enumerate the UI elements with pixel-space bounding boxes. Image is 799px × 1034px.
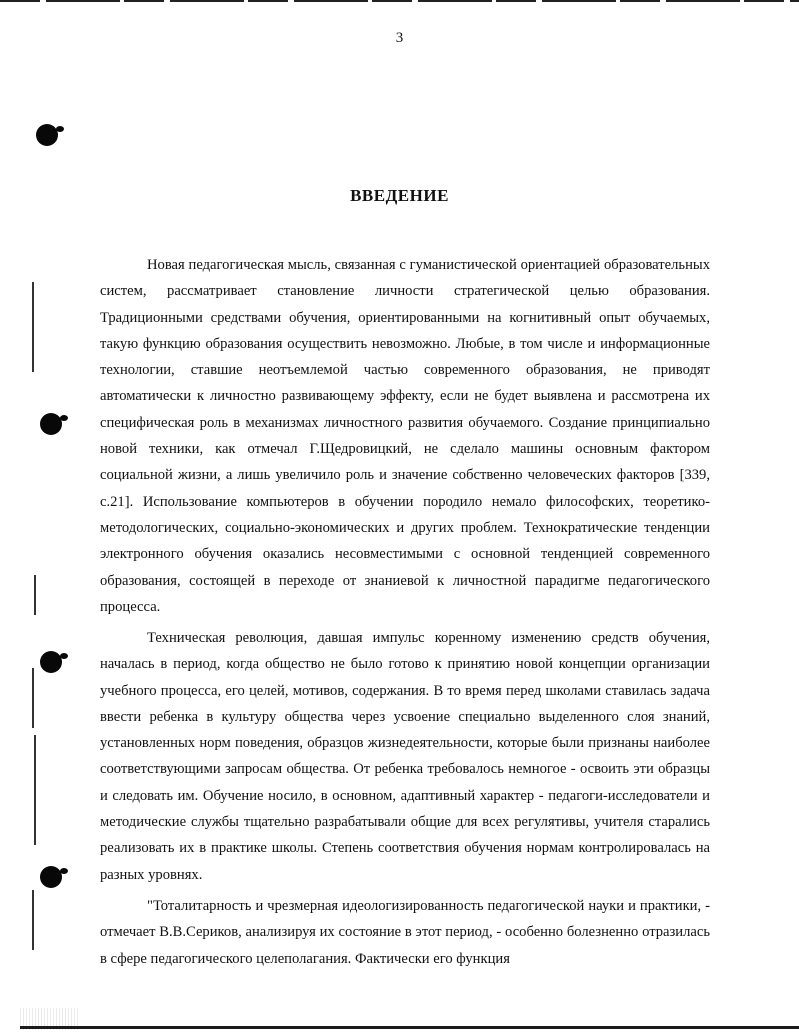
paragraph: "Тоталитарность и чрезмерная идеологизированность педагогической науки и практики, - отмечает В.В.Сериков, анализируя их состояние в этот период, - особенно болезненно отразилась в сфере педагогического целеполагания. Фактически его функция bbox=[100, 898, 710, 967]
punch-hole-icon bbox=[40, 866, 62, 888]
paragraph: Техническая революция, давшая импульс коренному изменению средств обучения, началась в период, когда общество не было готово к принятию новой концепции организации учебного процесса, его целей, мотивов, содержания. В то время перед школами ставилась задача ввести ребенка в культуру общества через усвоение специально выделенного слоя знаний, установленных норм поведения, образцов жизнедеятельности, которые были признаны наиболее соответствующими запросам общества. От ребенка требовалось немногое - освоить эти образцы и следовать им. Обучение носило, в основном, адаптивный характер - педагоги-исследователи и методические службы тщательно разрабатывали общие для всех регулятивы, учителя старались реализовать их в практике школы. Степень соответствия обучения нормам контролировалась на разных уровнях. bbox=[100, 630, 710, 883]
punch-hole-icon bbox=[36, 124, 58, 146]
page-number: 3 bbox=[395, 30, 404, 46]
punch-hole-icon bbox=[40, 413, 62, 435]
scan-bottom-edge bbox=[20, 1026, 799, 1029]
margin-line bbox=[34, 735, 36, 845]
page-title: ВВЕДЕНИЕ bbox=[350, 186, 449, 205]
paragraph: Новая педагогическая мысль, связанная с гуманистической ориентацией образовательных систем, рассматривает становление личности стратегической целью образования. Традиционными средствами обучения, ориентированными на когнитивный опыт обучаемых, такую функцию образования осуществить невозможно. Любые, в том числе и информационные технологии, ставшие неотъемлемой частью современного образования, не приводят автоматически к личностно развивающему эффекту, если не будет выявлена и рассмотрена их специфическая роль в механизмах личностного развития обучаемого. Создание принципиально новой техники, как отмечал Г.Щедровицкий, не сделало машины основным фактором социальной жизни, а лишь увеличило роль и значение собственно человеческих факторов [339, с.21]. Использование компьютеров в обучении породило немало философских, теоретико-методологических, социально-экономических и других проблем. Технократические тенденции электронного обучения оказались несовместимыми с основной тенденцией современного образования, состоящей в переходе от знаниевой к личностной парадигме педагогического процесса. bbox=[100, 257, 710, 615]
margin-line bbox=[32, 282, 34, 372]
margin-line bbox=[32, 668, 34, 728]
punch-hole-icon bbox=[40, 651, 62, 673]
scan-top-edge bbox=[0, 0, 799, 2]
margin-line bbox=[34, 575, 36, 615]
margin-line bbox=[32, 890, 34, 950]
